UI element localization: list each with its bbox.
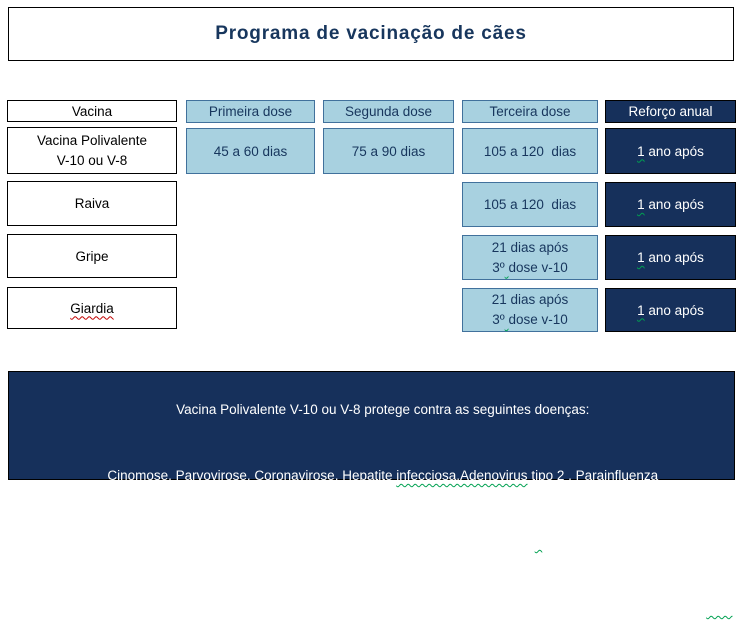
gripe-dose-ordinal: 3º [492, 259, 505, 275]
polivalente-third-dose-value: 105 a 120 dias [483, 143, 577, 159]
row-giardia-name [7, 287, 177, 329]
header-primeira-dose [186, 100, 315, 123]
gripe-dose-rest: dose v-10 [508, 259, 568, 275]
raiva-third-dose [462, 182, 598, 227]
info-line-1 [9, 377, 734, 443]
info-line-4-start: Leptospira Canícula e a Leptospira Icterohahemorrhagiae, Leptospira Grippotyphosa e Leptospira Pomona, na [33, 600, 707, 615]
giardia-booster-rest: ano após [644, 302, 704, 318]
raiva-booster-rest: ano após [644, 197, 704, 212]
giardia-third-dose-line2 [492, 310, 568, 330]
giardia-booster-mark: 1 [637, 302, 645, 318]
raiva-third-dose-value: 105 a 120 dias [483, 197, 577, 212]
giardia-third-dose [462, 288, 598, 332]
gripe-booster-rest: ano após [644, 250, 704, 265]
polivalente-booster-mark: 1 [637, 143, 645, 159]
info-line-2-end: tipo 2 , Parainfluenza [527, 468, 659, 483]
header-vacina [7, 100, 177, 122]
gripe-booster-mark: 1 [637, 250, 645, 265]
gripe-third-dose-line2 [492, 258, 568, 278]
polivalente-name-line1: Vacina Polivalente [36, 132, 148, 148]
info-line-3-end: na v-8 [542, 534, 580, 549]
info-line-3-start: Leptospira Canícula e a Leptospira Icterohahemorrhagiae, [185, 534, 535, 549]
polivalente-second-dose-value: 75 a 90 dias [351, 143, 426, 159]
header-vacina-label: Vacina [71, 103, 113, 119]
info-box [8, 371, 735, 615]
info-line-2-start: Cinomose, Parvovirose, Coronavirose, Hepatite [107, 468, 397, 483]
header-reforco-anual-label: Reforço anual [628, 104, 713, 119]
info-line-4 [9, 575, 734, 641]
polivalente-third-dose [462, 128, 598, 174]
giardia-dose-rest: dose v-10 [508, 312, 568, 327]
header-primeira-dose-label: Primeira dose [208, 104, 293, 119]
info-line-2-flagged-word: infecciosa,Adenovirus [396, 468, 528, 483]
giardia-third-dose-line1: 21 dias após [491, 292, 569, 307]
info-line-1-text: Vacina Polivalente V-10 ou V-8 protege contra as seguintes doenças: [176, 402, 590, 417]
row-gripe-name [7, 234, 177, 278]
title-box [8, 7, 734, 61]
raiva-booster [605, 182, 736, 227]
header-segunda-dose [323, 100, 454, 123]
giardia-dose-ordinal: 3º [492, 312, 505, 327]
polivalente-first-dose [186, 128, 315, 174]
header-terceira-dose [462, 100, 598, 123]
polivalente-booster [605, 128, 736, 174]
polivalente-first-dose-value: 45 a 60 dias [213, 143, 288, 159]
page-title: Programa de vacinação de cães [215, 23, 527, 44]
header-segunda-dose-label: Segunda dose [344, 104, 433, 119]
giardia-name-label: Giardia [70, 300, 114, 316]
gripe-booster [605, 235, 736, 280]
gripe-third-dose-line1: 21 dias após [491, 239, 569, 255]
gripe-name-label: Gripe [75, 248, 109, 264]
row-raiva-name [7, 181, 177, 226]
info-line-4-flagged-word: v-10 [706, 600, 733, 615]
raiva-name-label: Raiva [74, 196, 110, 211]
raiva-booster-mark: 1 [637, 197, 645, 212]
giardia-booster [605, 288, 736, 332]
row-polivalente-name [7, 127, 177, 174]
polivalente-name-line2: V-10 ou V-8 [56, 152, 128, 168]
polivalente-booster-rest: ano após [644, 143, 704, 159]
header-reforco-anual [605, 100, 736, 123]
gripe-third-dose [462, 235, 598, 280]
polivalente-second-dose [323, 128, 454, 174]
info-line-2 [9, 443, 734, 509]
info-line-3 [9, 509, 734, 575]
header-terceira-dose-label: Terceira dose [489, 104, 571, 119]
